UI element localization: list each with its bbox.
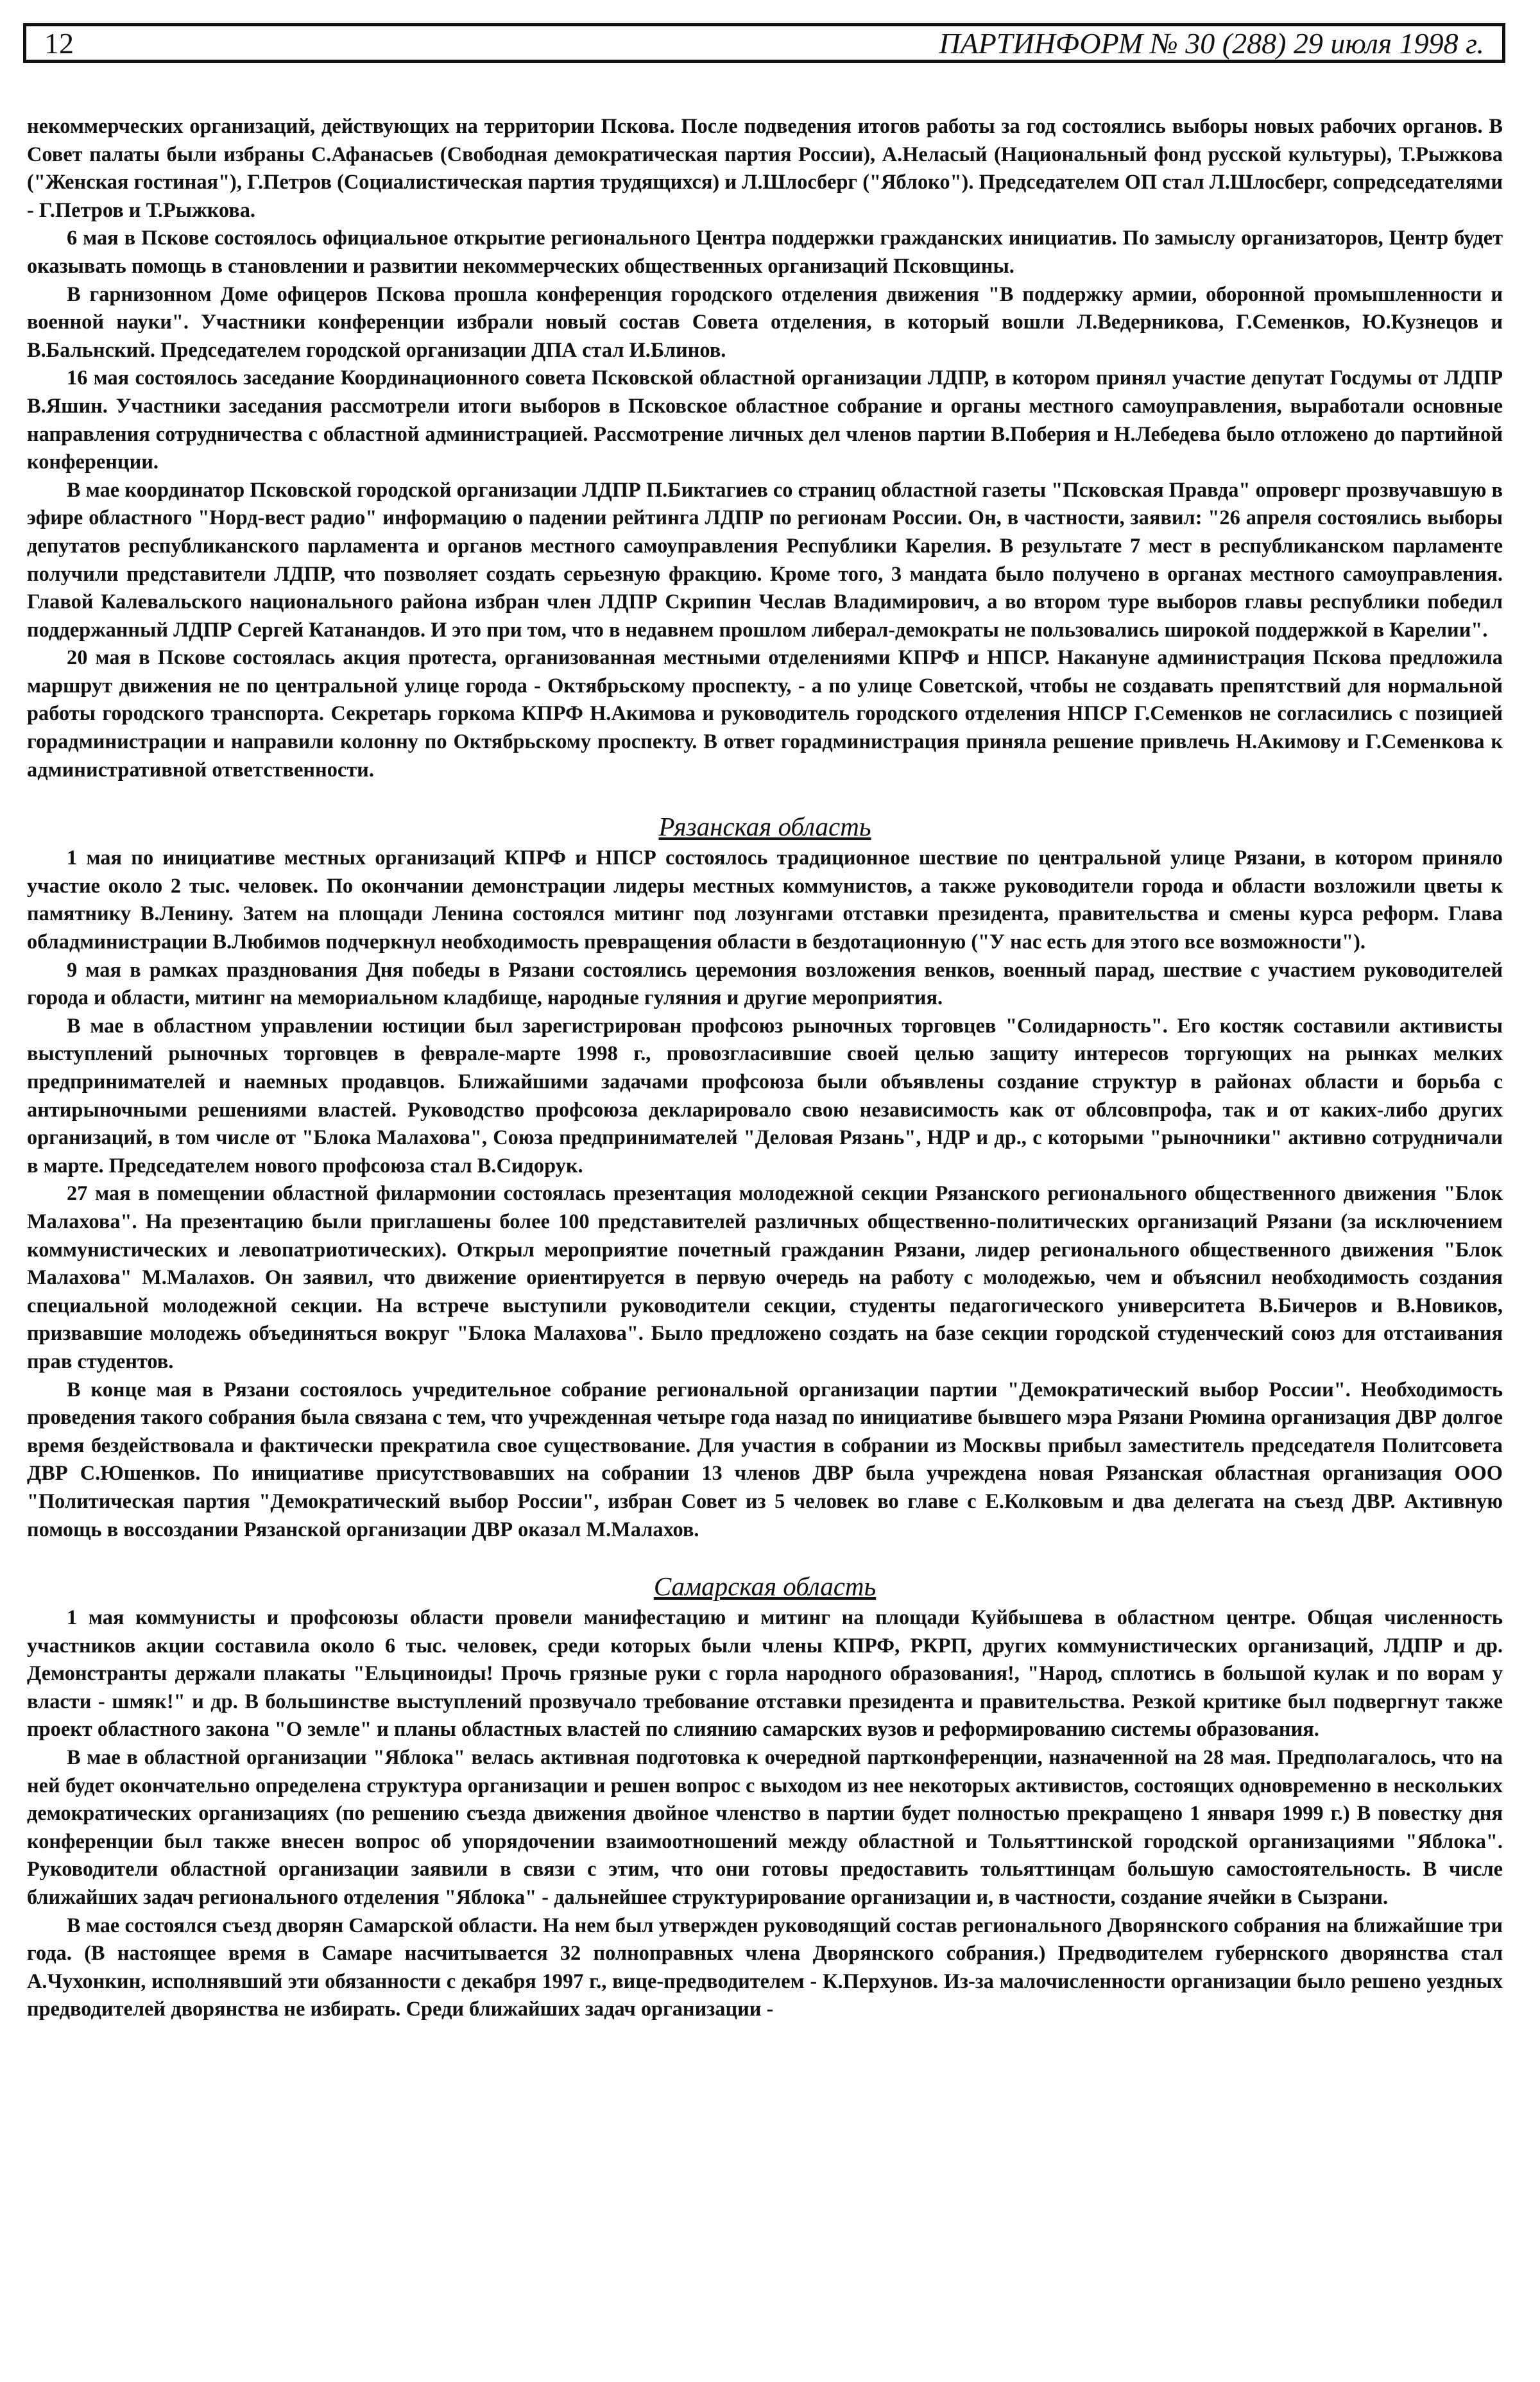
paragraph: 27 мая в помещении областной филармонии состоялась презентация молодежной секции Рязанского регионального общественного движения "Блок Малахова". На презентацию были приглашены более 100 представителей различных общественно-политических организаций Рязани (за исключением коммунистических и левопатриотических). Открыл мероприятие почетный гражданин Рязани, лидер регионального общественного движения "Блок Малахова" М.Малахов. Он заявил, что движение ориентируется в первую очередь на работу с молодежью, чем и объяснил необходимость создания специальной молодежной секции. На встрече выступили руководители секции, студенты педагогического университета В.Бичеров и В.Новиков, призвавшие молодежь объединяться вокруг "Блока Малахова". Было предложено создать на базе секции городской студенческий союз для отстаивания прав студентов. — [27, 1182, 1503, 1373]
paragraph: 16 мая состоялось заседание Координационного совета Псковской областной организации ЛДПР, в котором принял участие депутат Госдумы от ЛДПР В.Яшин. Участники заседания рассмотрели итоги выборов в Псковское областное собрание и органы местного самоуправления, выработали основные направления сотрудничества с областной администрацией. Рассмотрение личных дел членов партии В.Поберия и Н.Лебедева было отложено до партийной конференции. — [27, 366, 1503, 474]
samara-section — [27, 1571, 1503, 2024]
paragraph: 20 мая в Пскове состоялась акция протеста, организованная местными отделениями КПРФ и НПСР. Накануне администрация Пскова предложила маршрут движения не по центральной улице города - Октябрьскому проспекту, - а по улице Советской, чтобы не создавать препятствий для нормальной работы городского транспорта. Секретарь горкома КПРФ Н.Акимова и руководитель городского отделения НПСР Г.Семенков не согласились с позицией горадминистрации и направили колонну по Октябрьскому проспекту. В ответ горадминистрация приняла решение привлечь Н.Акимову и Г.Семенкова к административной ответственности. — [27, 646, 1503, 782]
paragraph: В мае координатор Псковской городской организации ЛДПР П.Биктагиев со страниц областной газеты "Псковская Правда" опроверг прозвучавшую в эфире областного "Норд-вест радио" информацию о падении рейтинга ЛДПР по регионам России. Он, в частности, заявил: "26 апреля состоялись выборы депутатов республиканского парламента и органов местного самоуправления Республики Карелия. В результате 7 мест в республиканском парламенте получили представители ЛДПР, что позволяет создать серьезную фракцию. Кроме того, 3 мандата было получено в органах местного самоуправления. Главой Калевальского национального района избран член ЛДПР Скрипин Чеслав Владимирович, а во втором туре выборов главы республики победил поддержанный ЛДПР Сергей Катанандов. И это при том, что в недавнем прошлом либерал-демократы не пользовались широкой поддержкой в Карелии". — [27, 478, 1503, 642]
section-title-ryazan: Рязанская область — [658, 812, 871, 842]
paragraph: В мае состоялся съезд дворян Самарской области. На нем был утвержден руководящий состав регионального Дворянского собрания на ближайшие три года. (В настоящее время в Самаре насчитывается 32 полноправных члена Дворянского собрания.) Предводителем губернского дворянства стал А.Чухонкин, исполнявший эти обязанности с декабря 1997 г., вице-предводителем - К.Перхунов. Из-за малочисленности организации было решено уездных предводителей дворянства не избирать. Среди ближайших задач организации - — [27, 1914, 1503, 2021]
paragraph: некоммерческих организаций, действующих на территории Пскова. После подведения итогов работы за год состоялись выборы новых рабочих органов. В Совет палаты были избраны С.Афанасьев (Свободная демократическая партия России), А.Неласый (Национальный фонд русской культуры), Т.Рыжкова ("Женская гостиная"), Г.Петров (Социалистическая партия трудящихся) и Л.Шлосберг ("Яблоко"). Председателем ОП стал Л.Шлосберг, сопредседателями - Г.Петров и Т.Рыжкова. — [27, 115, 1503, 222]
paragraph: 1 мая коммунисты и профсоюзы области провели манифестацию и митинг на площади Куйбышева в областном центре. Общая численность участников акции составила около 6 тыс. человек, среди которых были члены КПРФ, РКРП, других коммунистических организаций, ЛДПР и др. Демонстранты держали плакаты "Ельциноиды! Прочь грязные руки с горла народного образования!, "Народ, сплотись в большой кулак и по ворам у власти - шмяк!" и др. В большинстве выступлений прозвучало требование отставки президента и правительства. Резкой критике был подвергнут также проект областного закона "О земле" и планы областных властей по слиянию самарских вузов и реформированию системы образования. — [27, 1606, 1503, 1742]
page-number: 12 — [44, 26, 74, 60]
paragraph: В мае в областной организации "Яблока" велась активная подготовка к очередной партконференции, назначенной на 28 мая. Предполагалось, что на ней будет окончательно определена структура организации и решен вопрос с выходом из нее некоторых активистов, состоящих одновременно в нескольких демократических организациях (по решению съезда движения двойное членство в партии будет полностью прекращено 1 января 1999 г.) В повестку дня конференции был также внесен вопрос об упорядочении взаимоотношений между областной и Тольяттинской городской организациями "Яблока". Руководители областной организации заявили в связи с этим, что они готовы предоставить тольяттинцам большую самостоятельность. В числе ближайших задач регионального отделения "Яблока" - дальнейшее структурирование организации и, в частности, создание ячейки в Сызрани. — [27, 1746, 1503, 1910]
publication-title: ПАРТИНФОРМ № 30 (288) 29 июля 1998 г. — [939, 26, 1484, 60]
article-body — [27, 113, 1503, 2024]
paragraph: 6 мая в Пскове состоялось официальное открытие регионального Центра поддержки гражданских инициатив. По замыслу организаторов, Центр будет оказывать помощь в становлении и развитии некоммерческих общественных организаций Псковщины. — [27, 227, 1503, 278]
paragraph: 9 мая в рамках празднования Дня победы в Рязани состоялись церемония возложения венков, военный парад, шествие с участием руководителей города и области, митинг на мемориальном кладбище, народные гуляния и другие мероприятия. — [27, 958, 1503, 1010]
newspaper-page — [23, 23, 1512, 2359]
page-header — [23, 23, 1505, 63]
ryazan-section — [27, 811, 1503, 1544]
pskov-continuation — [27, 113, 1503, 784]
paragraph: В мае в областном управлении юстиции был зарегистрирован профсоюз рыночных торговцев "Солидарность". Его костяк составили активисты выступлений рыночных торговцев в феврале-марте 1998 г., провозгласившие своей целью защиту интересов торгующих на рынках мелких предпринимателей и наемных продавцов. Ближайшими задачами профсоюза были объявлены создание структур в районах области и борьба с антирыночными решениями властей. Руководство профсоюза декларировало свою независимость как от облсовпрофа, так и от каких-либо других организаций, в том числе от "Блока Малахова", Союза предпринимателей "Деловая Рязань", НДР и др., с которыми "рыночники" активно сотрудничали в марте. Председателем нового профсоюза стал В.Сидорук. — [27, 1014, 1503, 1178]
paragraph: 1 мая по инициативе местных организаций КПРФ и НПСР состоялось традиционное шествие по центральной улице Рязани, в котором приняло участие около 2 тыс. человек. По окончании демонстрации лидеры местных коммунистов, а также руководители города и области возложили цветы к памятнику В.Ленину. Затем на площади Ленина состоялся митинг под лозунгами отставки президента, правительства и смены курса реформ. Глава обладминистрации В.Любимов подчеркнул необходимость превращения области в бездотационную ("У нас есть для этого все возможности"). — [27, 846, 1503, 954]
paragraph: В гарнизонном Доме офицеров Пскова прошла конференция городского отделения движения "В поддержку армии, оборонной промышленности и военной науки". Участники конференции избрали новый состав Совета отделения, в который вошли Л.Ведерникова, Г.Семенков, Ю.Кузнецов и В.Бальнский. Председателем городской организации ДПА стал И.Блинов. — [27, 282, 1503, 362]
paragraph: В конце мая в Рязани состоялось учредительное собрание региональной организации партии "Демократический выбор России". Необходимость проведения такого собрания была связана с тем, что учрежденная четыре года назад по инициативе бывшего мэра Рязани Рюмина организация ДВР долгое время бездействовала и фактически прекратила свое существование. Для участия в собрании из Москвы прибыл заместитель председателя Политсовета ДВР С.Юшенков. По инициативе присутствовавших на собрании 13 членов ДВР была учреждена новая Рязанская областная организация ООО "Политическая партия "Демократический выбор России", избран Совет из 5 человек во главе с Е.Колковым и два делегата на съезд ДВР. Активную помощь в воссоздании Рязанской организации ДВР оказал М.Малахов. — [27, 1378, 1503, 1541]
section-title-samara: Самарская область — [653, 1572, 877, 1602]
